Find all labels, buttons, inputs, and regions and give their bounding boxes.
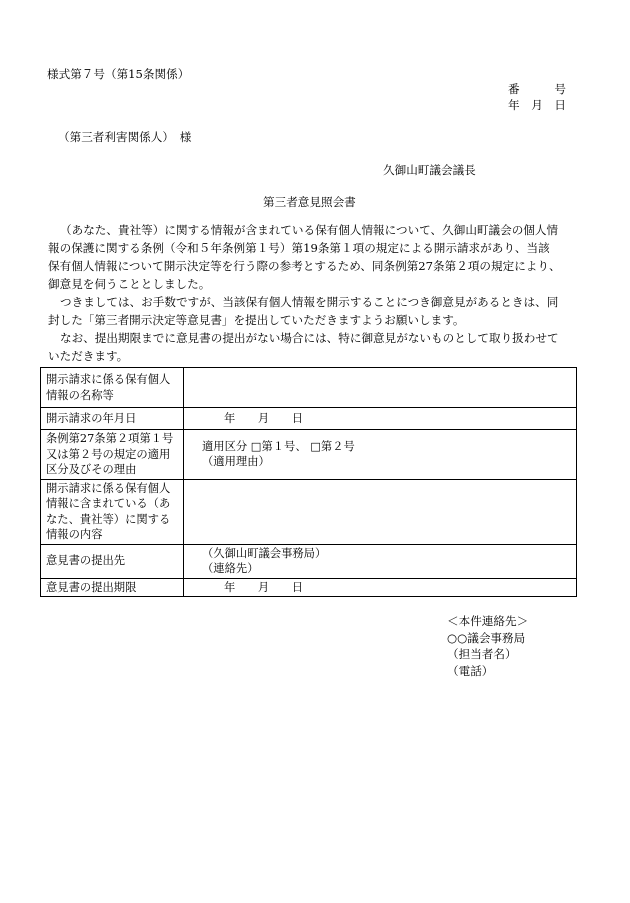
- contact-office: ○○議会事務局: [447, 630, 526, 645]
- reference-number: 番 号: [508, 82, 566, 96]
- table-row: [41, 479, 577, 544]
- information-table: [40, 367, 577, 597]
- contact-phone: （電話）: [447, 663, 494, 678]
- table-row: [41, 544, 577, 578]
- contact-person: （担当者名）: [447, 647, 517, 661]
- table-row: [41, 430, 577, 480]
- table-row: [41, 368, 577, 408]
- table-label: 開示請求に係る保有個人情報の名称等: [41, 368, 184, 408]
- addressee: （第三者利害関係人） 様: [58, 130, 192, 144]
- sender: 久御山町議会議長: [383, 163, 476, 177]
- contact-heading: ＜本件連絡先＞: [447, 614, 529, 628]
- body-paragraph-1: （あなた、貴社等）に関する情報が含まれている保有個人情報について、久御山町議会の個人情 報の保護に関する条例（令和５年条例第１号）第19条第１項の規定による開示請求があり、当該 保有個人情報について開示決定等を行う際の参考とするため、同条例第27条第２項の規定により、 御意見を伺うこととしました。: [48, 223, 561, 291]
- form-number: 様式第７号（第15条関係）: [47, 67, 190, 81]
- table-value: 適用区分 □第１号、 □第２号 （適用理由）: [184, 430, 577, 480]
- table-value: 年 月 日: [184, 408, 577, 430]
- table-value: [184, 368, 577, 408]
- table-label: 条例第27条第２項第１号又は第２号の規定の適用区分及びその理由: [41, 430, 184, 480]
- table-label: 意見書の提出先: [41, 544, 184, 578]
- body-paragraph-3: なお、提出期限までに意見書の提出がない場合には、特に御意見がないものとして取り扱わせて いただきます。: [48, 331, 559, 363]
- table-value: 年 月 日: [184, 578, 577, 597]
- contact-block: [447, 613, 528, 679]
- body-paragraph-2: つきましては、お手数ですが、当該保有個人情報を開示することにつき御意見があるときは、同 封した「第三者開示決定等意見書」を提出していただきますようお願いします。: [48, 295, 559, 327]
- table-value: （久御山町議会事務局） （連絡先）: [184, 544, 577, 578]
- table-row: [41, 578, 577, 597]
- table-value: [184, 479, 577, 544]
- issue-date: 年 月 日: [508, 98, 566, 112]
- document-title: 第三者意見照会書: [263, 195, 356, 209]
- table-row: [41, 408, 577, 430]
- table-label: 開示請求の年月日: [41, 408, 184, 430]
- table-label: 意見書の提出期限: [41, 578, 184, 597]
- table-label: 開示請求に係る保有個人情報に含まれている（あなた、貴社等）に関する情報の内容: [41, 479, 184, 544]
